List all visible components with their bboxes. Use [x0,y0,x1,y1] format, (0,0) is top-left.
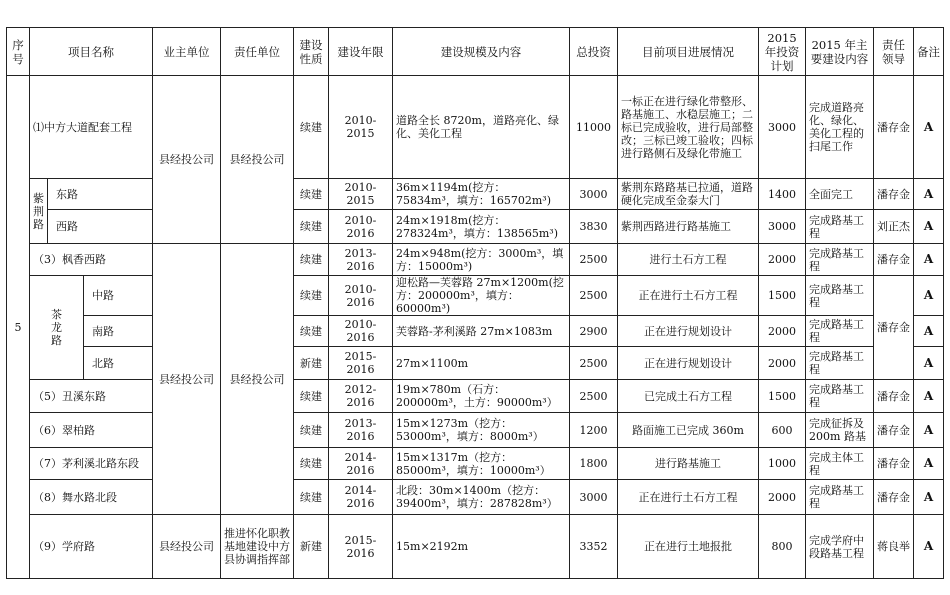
progress-cell: 正在进行土地报批 [618,515,759,579]
period-cell: 2014-2016 [329,448,393,480]
content-cell: 完成路基工程 [806,480,874,515]
table-row [7,316,944,347]
progress-cell: 已完成土石方工程 [618,380,759,413]
table-row [7,210,944,244]
resp-cell: 县经投公司 [221,76,294,244]
table-row [7,179,944,210]
content-cell: 完成路基工程 [806,244,874,276]
progress-cell: 正在进行规划设计 [618,316,759,347]
table-row [7,276,944,316]
header-nature: 建设性质 [294,28,329,76]
owner-cell: 县经投公司 [153,515,221,579]
nature-cell: 续建 [294,210,329,244]
period-cell: 2010-2016 [329,210,393,244]
resp-cell: 推进怀化职教基地建设中方县协调指挥部 [221,515,294,579]
period-cell: 2015-2016 [329,515,393,579]
header-content: 2015 年主要建设内容 [806,28,874,76]
nature-cell: 新建 [294,347,329,380]
plan-cell: 1000 [759,448,806,480]
owner-cell: 县经投公司 [153,76,221,244]
total-cell: 1200 [570,413,618,448]
leader-cell: 潘存金 [874,413,914,448]
note-cell: A [914,244,944,276]
nature-cell: 续建 [294,76,329,179]
resp-cell: 县经投公司 [221,244,294,515]
header-period: 建设年限 [329,28,393,76]
leader-cell: 潘存金 [874,448,914,480]
total-cell: 2500 [570,347,618,380]
project-name: ⑴中方大道配套工程 [30,76,153,179]
nature-cell: 续建 [294,244,329,276]
plan-cell: 2000 [759,316,806,347]
header-total: 总投资 [570,28,618,76]
note-cell: A [914,448,944,480]
project-name: 东路 [48,179,153,210]
nature-cell: 续建 [294,179,329,210]
project-name: （9）学府路 [30,515,153,579]
owner-cell: 县经投公司 [153,244,221,515]
content-cell: 完成路基工程 [806,276,874,316]
project-name: （7）茅利溪北路东段 [30,448,153,480]
project-name: （5）丑溪东路 [30,380,153,413]
note-cell: A [914,413,944,448]
nature-cell: 续建 [294,276,329,316]
group-label-chalong: 茶 龙 路 [30,276,84,380]
header-seq: 序号 [7,28,30,76]
table-row [7,380,944,413]
content-cell: 完成征拆及200m 路基 [806,413,874,448]
group-label-zijing: 紫 荆 路 [30,179,48,244]
scale-cell: 15m×1317m（挖方：85000m³，填方：10000m³） [393,448,570,480]
content-cell: 完成路基工程 [806,316,874,347]
project-name: 北路 [84,347,153,380]
scale-cell: 27m×1100m [393,347,570,380]
leader-cell: 潘存金 [874,480,914,515]
nature-cell: 续建 [294,413,329,448]
scale-cell: 15m×1273m（挖方：53000m³，填方：8000m³） [393,413,570,448]
plan-cell: 2000 [759,480,806,515]
scale-cell: 24m×1918m(挖方：278324m³，填方：138565m³) [393,210,570,244]
scale-cell: 24m×948m(挖方：3000m³，填方：15000m³) [393,244,570,276]
note-cell: A [914,347,944,380]
header-row [7,28,944,76]
scale-cell: 36m×1194m(挖方：75834m³，填方：165702m³) [393,179,570,210]
total-cell: 11000 [570,76,618,179]
progress-cell: 进行土石方工程 [618,244,759,276]
plan-cell: 1500 [759,276,806,316]
header-progress: 目前项目进展情况 [618,28,759,76]
header-resp: 责任单位 [221,28,294,76]
leader-cell: 潘存金 [874,179,914,210]
progress-cell: 正在进行规划设计 [618,347,759,380]
progress-cell: 一标正在进行绿化带整形、路基施工、水稳层施工；二标已完成验收，进行局部整改；三标已竣工验收；四标进行路侧石及绿化带施工 [618,76,759,179]
plan-cell: 1500 [759,380,806,413]
total-cell: 3000 [570,179,618,210]
note-cell: A [914,515,944,579]
period-cell: 2010-2016 [329,276,393,316]
progress-cell: 紫荆东路路基已拉通，道路硬化完成至金泰大门 [618,179,759,210]
project-name: （8）舞水路北段 [30,480,153,515]
header-leader: 责任领导 [874,28,914,76]
period-cell: 2012-2016 [329,380,393,413]
note-cell: A [914,276,944,316]
project-name: 南路 [84,316,153,347]
note-cell: A [914,210,944,244]
progress-cell: 路面施工已完成 360m [618,413,759,448]
project-name: （3）枫香西路 [30,244,153,276]
project-name: 西路 [48,210,153,244]
progress-cell: 正在进行土石方工程 [618,276,759,316]
total-cell: 2900 [570,316,618,347]
period-cell: 2015-2016 [329,347,393,380]
leader-cell: 潘存金 [874,244,914,276]
nature-cell: 续建 [294,480,329,515]
content-cell: 完成路基工程 [806,210,874,244]
content-cell: 完成路基工程 [806,347,874,380]
content-cell: 完成道路亮化、绿化、美化工程的扫尾工作 [806,76,874,179]
content-cell: 完成学府中段路基工程 [806,515,874,579]
note-cell: A [914,179,944,210]
table-row [7,413,944,448]
nature-cell: 新建 [294,515,329,579]
scale-cell: 北段：30m×1400m（挖方：39400m³，填方：287828m³） [393,480,570,515]
scale-cell: 道路全长 8720m，道路亮化、绿化、美化工程 [393,76,570,179]
total-cell: 1800 [570,448,618,480]
header-note: 备注 [914,28,944,76]
project-name: （6）翠柏路 [30,413,153,448]
total-cell: 2500 [570,244,618,276]
period-cell: 2013-2016 [329,244,393,276]
header-scale: 建设规模及内容 [393,28,570,76]
content-cell: 全面完工 [806,179,874,210]
plan-cell: 2000 [759,244,806,276]
total-cell: 2500 [570,380,618,413]
progress-cell: 紫荆西路进行路基施工 [618,210,759,244]
table-row [7,480,944,515]
content-cell: 完成路基工程 [806,380,874,413]
scale-cell: 15m×2192m [393,515,570,579]
nature-cell: 续建 [294,380,329,413]
table-row [7,448,944,480]
total-cell: 3352 [570,515,618,579]
note-cell: A [914,316,944,347]
total-cell: 3000 [570,480,618,515]
progress-cell: 进行路基施工 [618,448,759,480]
plan-cell: 3000 [759,210,806,244]
total-cell: 2500 [570,276,618,316]
plan-cell: 600 [759,413,806,448]
nature-cell: 续建 [294,316,329,347]
plan-cell: 2000 [759,347,806,380]
scale-cell: 19m×780m（石方：200000m³，土方：90000m³） [393,380,570,413]
plan-cell: 3000 [759,76,806,179]
header-plan: 2015 年投资计划 [759,28,806,76]
period-cell: 2014-2016 [329,480,393,515]
project-table [6,27,944,579]
content-cell: 完成主体工程 [806,448,874,480]
leader-cell: 潘存金 [874,76,914,179]
seq-cell: 5 [7,76,30,579]
project-name: 中路 [84,276,153,316]
period-cell: 2010-2015 [329,76,393,179]
table-row [7,347,944,380]
note-cell: A [914,480,944,515]
note-cell: A [914,76,944,179]
period-cell: 2010-2016 [329,316,393,347]
scale-cell: 芙蓉路-茅利溪路 27m×1083m [393,316,570,347]
table-row [7,515,944,579]
leader-cell: 刘正杰 [874,210,914,244]
leader-cell: 潘存金 [874,276,914,380]
nature-cell: 续建 [294,448,329,480]
header-name: 项目名称 [30,28,153,76]
scale-cell: 迎松路—芙蓉路 27m×1200m(挖方：200000m³，填方：60000m³) [393,276,570,316]
leader-cell: 潘存金 [874,380,914,413]
total-cell: 3830 [570,210,618,244]
period-cell: 2010-2015 [329,179,393,210]
leader-cell: 蒋良举 [874,515,914,579]
table-row [7,244,944,276]
note-cell: A [914,380,944,413]
plan-cell: 800 [759,515,806,579]
period-cell: 2013-2016 [329,413,393,448]
plan-cell: 1400 [759,179,806,210]
progress-cell: 正在进行土石方工程 [618,480,759,515]
header-owner: 业主单位 [153,28,221,76]
table-row [7,76,944,179]
